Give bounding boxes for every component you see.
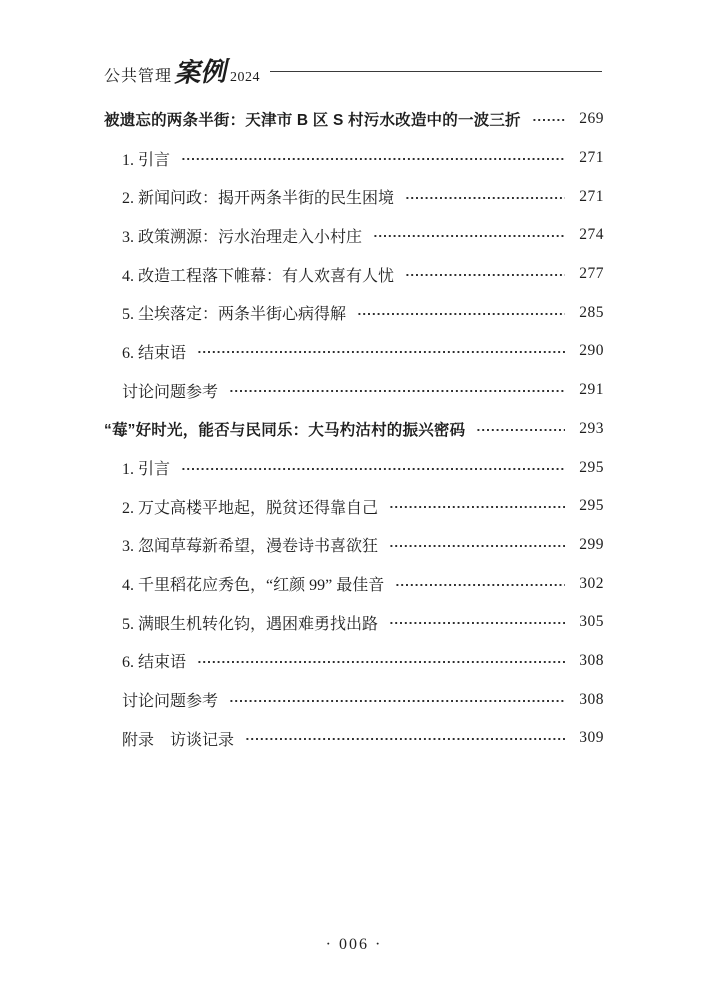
dot-leader (357, 307, 565, 321)
toc-entry-page: 271 (579, 187, 604, 205)
toc-entry-title: 附录 访谈记录 (122, 731, 235, 749)
toc-entry (104, 332, 604, 371)
toc-entry-title: 2. 新闻问政：揭开两条半街的民生困境 (122, 190, 395, 208)
toc-entry-page: 309 (579, 729, 604, 747)
toc-entry (104, 719, 604, 758)
dot-leader (405, 268, 565, 282)
toc-entry-title: 4. 改造工程落下帷幕：有人欢喜有人忧 (122, 267, 395, 285)
toc-entry-title: 6. 结束语 (122, 344, 187, 362)
toc-entry-title: 2. 万丈高楼平地起，脱贫还得靠自己 (122, 499, 379, 517)
toc-entry (104, 526, 604, 565)
toc-entry-page: 271 (579, 149, 604, 167)
toc-entry-title: 3. 政策溯源：污水治理走入小村庄 (122, 228, 363, 246)
dot-leader (373, 229, 565, 243)
toc-entry-page: 299 (579, 535, 604, 553)
toc-entry (104, 216, 604, 255)
toc-entry-page: 308 (579, 690, 604, 708)
toc-entry (104, 410, 604, 449)
toc-entry-title: 讨论问题参考 (122, 383, 219, 401)
dot-leader (389, 500, 565, 514)
brand-title-script: 案例 (173, 56, 227, 89)
toc-entry-title: 6. 结束语 (122, 654, 187, 672)
dot-leader (532, 113, 565, 127)
toc-entry-title: 1. 引言 (122, 461, 171, 479)
dot-leader (245, 732, 565, 746)
page-number: · 006 · (325, 936, 383, 953)
dot-leader (229, 384, 565, 398)
toc-entry-title: 5. 尘埃落定：两条半街心病得解 (122, 306, 347, 324)
running-header (104, 52, 602, 88)
toc-entry-title: 4. 千里稻花应秀色，“红颜 99” 最佳音 (122, 577, 385, 595)
toc-entry-page: 274 (579, 226, 604, 244)
dot-leader (389, 616, 565, 630)
toc-entry (104, 680, 604, 719)
toc-entry-title: 讨论问题参考 (122, 693, 219, 711)
toc-entry (104, 293, 604, 332)
toc-entry-page: 302 (579, 574, 604, 592)
toc-entry-page: 269 (579, 110, 604, 128)
toc-entry-page: 308 (579, 651, 604, 669)
toc-entry (104, 564, 604, 603)
toc-entry (104, 603, 604, 642)
toc-entry (104, 100, 604, 139)
brand-title-regular: 公共管理 (104, 67, 173, 85)
toc-entry-page: 285 (579, 303, 604, 321)
dot-leader (229, 694, 565, 708)
toc-entry (104, 487, 604, 526)
toc-entry-title: 3. 忽闻草莓新希望，漫卷诗书喜欲狂 (122, 538, 379, 556)
dot-leader (197, 655, 565, 669)
toc-entry-page: 295 (579, 497, 604, 515)
dot-leader (405, 191, 565, 205)
dot-leader (476, 423, 565, 437)
toc-entry (104, 177, 604, 216)
dot-leader (197, 345, 565, 359)
dot-leader (181, 152, 565, 166)
toc-entry (104, 371, 604, 410)
toc-entry (104, 255, 604, 294)
dot-leader (181, 462, 565, 476)
toc-entry-page: 290 (579, 342, 604, 360)
toc-entry (104, 139, 604, 178)
book-brand (104, 52, 260, 89)
toc-entry-title: “莓”好时光，能否与民同乐：大马杓沽村的振兴密码 (104, 421, 466, 439)
brand-year: 2024 (230, 69, 261, 85)
toc-list (104, 100, 604, 758)
toc-entry-page: 305 (579, 613, 604, 631)
toc-entry-page: 277 (579, 265, 604, 283)
header-rule (270, 71, 602, 72)
toc-entry-page: 295 (579, 458, 604, 476)
toc-entry-title: 5. 满眼生机转化钧，遇困难勇找出路 (122, 615, 379, 633)
toc-entry-page: 293 (579, 419, 604, 437)
toc-entry (104, 448, 604, 487)
toc-entry (104, 642, 604, 681)
toc-entry-title: 被遗忘的两条半街：天津市 B 区 S 村污水改造中的一波三折 (104, 112, 521, 130)
toc-entry-title: 1. 引言 (122, 151, 171, 169)
toc-entry-page: 291 (579, 381, 604, 399)
dot-leader (389, 539, 565, 553)
dot-leader (395, 578, 565, 592)
